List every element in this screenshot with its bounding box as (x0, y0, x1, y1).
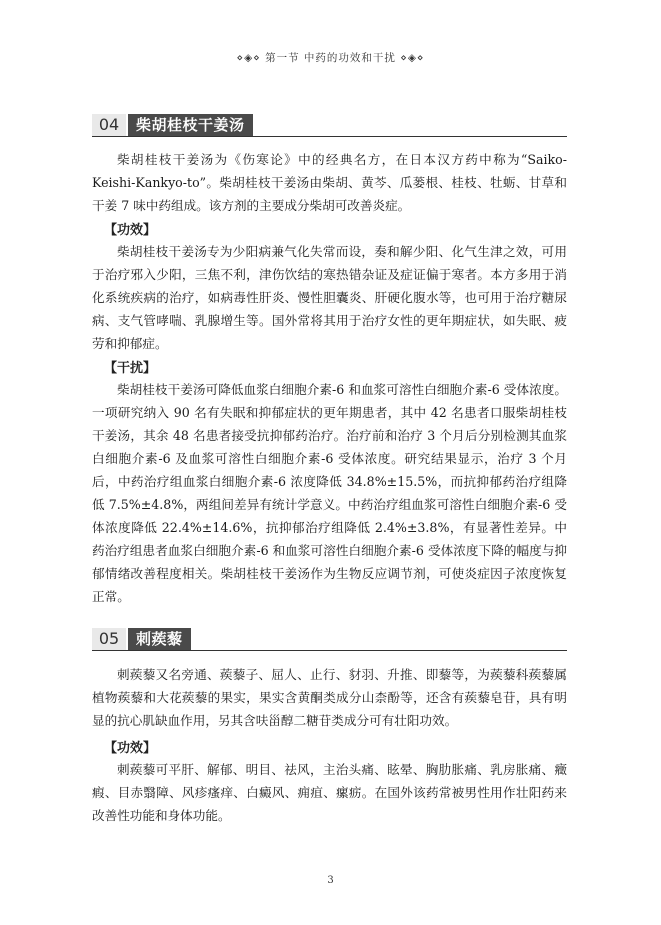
section-title: 刺蒺藜 (128, 628, 191, 650)
section-header-04 (92, 114, 567, 137)
efficacy-subheading: 【功效】 (104, 223, 157, 238)
interference-paragraph: 柴胡桂枝干姜汤可降低血浆白细胞介素-6 和血浆可溶性白细胞介素-6 受体浓度。一项研究纳入 90 名有失眠和抑郁症状的更年期患者，其中 42 名患者口服柴胡桂枝干姜汤，其余 48 名患者接受抗抑郁药治疗。治疗前和治疗 3 个月后分别检测其血浆白细胞介素-6 及血浆可溶性白细胞介素-6 受体浓度。研究结果显示，治疗 3 个月后，中药治疗组血浆白细胞介素-6 浓度降低 34.8%±15.5%，而抗抑郁药治疗组降低 7.5%±4.8%，两组间差异有统计学意义。中药治疗组血浆可溶性白细胞介素-6 受体浓度降低 22.4%±14.6%，抗抑郁治疗组降低 2.4%±3.8%，有显著性差异。中药治疗组患者血浆白细胞介素-6 和血浆可溶性白细胞介素-6 受体浓度下降的幅度与抑郁情绪改善程度相关。柴胡桂枝干姜汤作为生物反应调节剂，可使炎症因子浓度恢复正常。 (92, 382, 567, 604)
section-header-05 (92, 628, 567, 651)
efficacy-paragraph: 刺蒺藜可平肝、解郁、明目、祛风，主治头痛、眩晕、胸肋胀痛、乳房胀痛、癥瘕、目赤翳障、风疹瘙痒、白癜风、痈疽、瘰疬。在国外该药常被男性用作壮阳药来改善性功能和身体功能。 (92, 762, 567, 823)
interference-subheading: 【干扰】 (104, 361, 157, 376)
efficacy-subheading: 【功效】 (104, 741, 157, 756)
page-number: 3 (327, 875, 334, 886)
section-intro: 柴胡桂枝干姜汤为《伤寒论》中的经典名方，在日本汉方药中称为“Saiko-Keishi-Kankyo-to”。柴胡桂枝干姜汤由柴胡、黄芩、瓜蒌根、桂枝、牡蛎、甘草和干姜 7 味中药组成。该方剂的主要成分柴胡可改善炎症。 (92, 152, 567, 213)
running-head: ⋄◈⋄ 第一节 中药的功效和干扰 ⋄◈⋄ (236, 52, 425, 64)
section-title: 柴胡桂枝干姜汤 (128, 114, 253, 136)
section-number: 04 (92, 114, 126, 136)
efficacy-paragraph: 柴胡桂枝干姜汤专为少阳病兼气化失常而设，奏和解少阳、化气生津之效，可用于治疗邪入少阳，三焦不利，津伤饮结的寒热错杂证及症证偏于寒者。本方多用于消化系统疾病的治疗，如病毒性肝炎、慢性胆囊炎、肝硬化腹水等，也可用于治疗糖尿病、支气管哮喘、乳腺增生等。国外常将其用于治疗女性的更年期症状，如失眠、疲劳和抑郁症。 (92, 244, 567, 351)
section-number: 05 (92, 628, 126, 650)
section-intro: 刺蒺藜又名旁通、蒺藜子、屈人、止行、豺羽、升推、即藜等，为蒺藜科蒺藜属植物蒺藜和大花蒺藜的果实，果实含黄酮类成分山柰酚等，还含有蒺藜皂苷，具有明显的抗心肌缺血作用，另其含呋甾醇二糖苷类成分可有壮阳功效。 (92, 667, 567, 728)
